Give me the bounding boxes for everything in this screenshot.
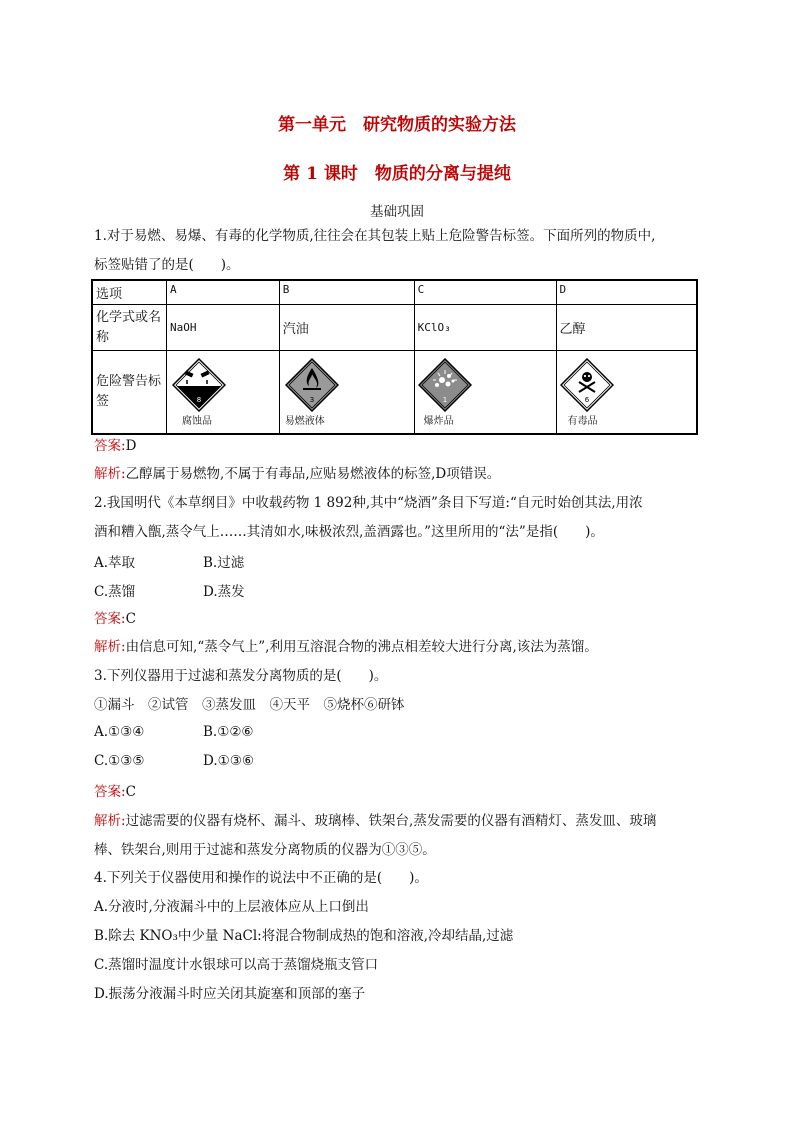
row-head-formula: 化学式或名称 bbox=[92, 305, 166, 351]
answer-value: C bbox=[125, 611, 136, 627]
svg-text:3: 3 bbox=[309, 395, 314, 404]
table-header-cell: A bbox=[166, 280, 279, 305]
q2-answer bbox=[94, 609, 136, 629]
corrosive-icon bbox=[172, 358, 226, 412]
table-cell: KClO₃ bbox=[414, 305, 556, 351]
q3-items: ①漏斗 ②试管 ③蒸发皿 ④天平 ⑤烧杯⑥研钵 bbox=[94, 697, 405, 713]
q4-stem: 4.下列关于仪器使用和操作的说法中不正确的是( )。 bbox=[94, 870, 428, 886]
q3-analysis-line1 bbox=[94, 811, 656, 831]
q4-option-d: D.振荡分液漏斗时应关闭其旋塞和顶部的塞子 bbox=[94, 986, 366, 1002]
table-header-cell: 选项 bbox=[92, 280, 166, 305]
q3-option-b: B.①②⑥ bbox=[203, 724, 254, 740]
q3-answer bbox=[94, 782, 136, 802]
q2-stem-line2: 酒和糟入甑,蒸令气上……其清如水,味极浓烈,盖酒露也。”这里所用的“法”是指( )。 bbox=[94, 524, 604, 540]
q1-stem-line2: 标签贴错了的是( )。 bbox=[94, 257, 240, 273]
table-header-cell: B bbox=[279, 280, 414, 305]
q3-option-a: A.①③④ bbox=[94, 724, 145, 740]
analysis-label: 解析: bbox=[94, 813, 126, 829]
q1-stem-line1: 1.对于易燃、易爆、有毒的化学物质,往往会在其包装上贴上危险警告标签。下面所列的物质中, bbox=[94, 228, 656, 244]
analysis-text: 过滤需要的仪器有烧杯、漏斗、玻璃棒、铁架台,蒸发需要的仪器有酒精灯、蒸发皿、玻璃 bbox=[125, 813, 657, 829]
q3-analysis-line2: 棒、铁架台,则用于过滤和蒸发分离物质的仪器为①③⑤。 bbox=[94, 842, 436, 858]
table-cell bbox=[279, 351, 414, 435]
q4-option-a: A.分液时,分液漏斗中的上层液体应从上口倒出 bbox=[94, 899, 369, 915]
svg-text:1: 1 bbox=[442, 395, 447, 404]
label-flammable: 易燃液体 bbox=[284, 415, 325, 427]
table-header-cell: C bbox=[414, 280, 556, 305]
answer-value: C bbox=[125, 784, 136, 800]
q2-option-c: C.蒸馏 bbox=[94, 584, 136, 600]
q4-option-c: C.蒸馏时温度计水银球可以高于蒸馏烧瓶支管口 bbox=[94, 957, 379, 973]
hazard-label-table bbox=[91, 279, 698, 435]
q3-option-c: C.①③⑤ bbox=[94, 753, 145, 769]
unit-title: 第一单元 研究物质的实验方法 bbox=[278, 115, 516, 135]
answer-label: 答案: bbox=[94, 611, 126, 627]
answer-value: D bbox=[125, 438, 137, 454]
table-cell: NaOH bbox=[166, 305, 279, 351]
q4-option-b: B.除去 KNO₃中少量 NaCl:将混合物制成热的饱和溶液,冷却结晶,过滤 bbox=[94, 928, 514, 944]
q2-stem-line1: 2.我国明代《本草纲目》中收载药物 1 892种,其中“烧酒”条目下写道:“自元时始创其法,用浓 bbox=[94, 495, 643, 511]
answer-label: 答案: bbox=[94, 438, 126, 454]
analysis-label: 解析: bbox=[94, 466, 126, 482]
label-corrosive: 腐蚀品 bbox=[181, 415, 212, 427]
analysis-label: 解析: bbox=[94, 639, 126, 655]
q2-option-b: B.过滤 bbox=[203, 555, 245, 571]
answer-label: 答案: bbox=[94, 784, 126, 800]
flammable-liquid-icon bbox=[285, 358, 339, 412]
q3-option-d: D.①③⑥ bbox=[203, 753, 254, 769]
section-heading: 基础巩固 bbox=[370, 204, 424, 220]
q3-stem: 3.下列仪器用于过滤和蒸发分离物质的是( )。 bbox=[94, 668, 388, 684]
svg-text:6: 6 bbox=[584, 395, 589, 404]
table-cell bbox=[556, 351, 697, 435]
table-cell bbox=[414, 351, 556, 435]
table-cell bbox=[166, 351, 279, 435]
q2-option-d: D.蒸发 bbox=[203, 584, 245, 600]
q1-answer bbox=[94, 436, 136, 456]
lesson-title: 第 1 课时 物质的分离与提纯 bbox=[283, 164, 511, 184]
table-cell: 乙醇 bbox=[556, 305, 697, 351]
table-cell: 汽油 bbox=[279, 305, 414, 351]
q1-analysis bbox=[94, 464, 500, 484]
table-header-cell: D bbox=[556, 280, 697, 305]
q2-analysis bbox=[94, 637, 598, 657]
explosive-icon bbox=[418, 358, 472, 412]
row-head-label: 危险警告标签 bbox=[92, 351, 166, 435]
q2-option-a: A.萃取 bbox=[94, 555, 136, 571]
label-toxic: 有毒品 bbox=[567, 415, 598, 427]
analysis-text: 乙醇属于易燃物,不属于有毒品,应贴易燃液体的标签,D项错误。 bbox=[125, 466, 501, 482]
analysis-text: 由信息可知,“蒸令气上”,利用互溶混合物的沸点相差较大进行分离,该法为蒸馏。 bbox=[125, 639, 598, 655]
label-explosive: 爆炸品 bbox=[423, 415, 454, 427]
svg-text:8: 8 bbox=[196, 395, 202, 404]
toxic-icon bbox=[560, 358, 614, 412]
